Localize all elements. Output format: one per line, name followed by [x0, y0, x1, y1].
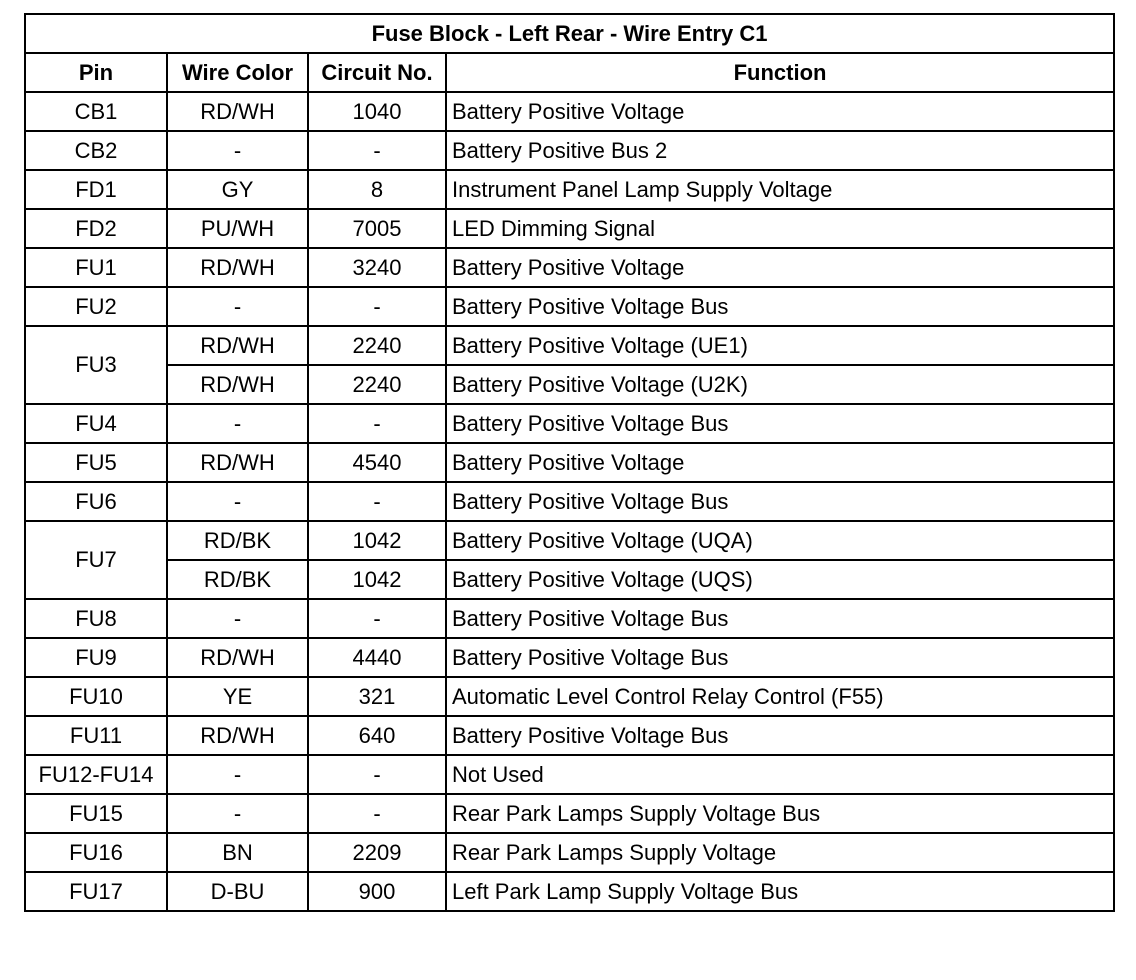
- pin-cell: FD2: [25, 209, 167, 248]
- table-row: [25, 443, 1114, 482]
- wire-color-cell: -: [167, 404, 308, 443]
- circuit-no-cell: 1042: [308, 560, 446, 599]
- wire-color-cell: RD/WH: [167, 638, 308, 677]
- table-row: [25, 794, 1114, 833]
- table-row: [25, 287, 1114, 326]
- table-row: [25, 716, 1114, 755]
- wire-color-cell: -: [167, 599, 308, 638]
- wire-color-cell: -: [167, 794, 308, 833]
- wire-color-cell: -: [167, 287, 308, 326]
- title-row: [25, 14, 1114, 53]
- function-cell: Instrument Panel Lamp Supply Voltage: [446, 170, 1114, 209]
- table-title: Fuse Block - Left Rear - Wire Entry C1: [25, 14, 1114, 53]
- wire-color-cell: GY: [167, 170, 308, 209]
- pin-cell: FU8: [25, 599, 167, 638]
- wire-color-cell: YE: [167, 677, 308, 716]
- wire-color-cell: -: [167, 755, 308, 794]
- table-row: [25, 638, 1114, 677]
- function-cell: Battery Positive Bus 2: [446, 131, 1114, 170]
- wire-color-cell: RD/BK: [167, 560, 308, 599]
- circuit-no-cell: -: [308, 482, 446, 521]
- table-row: [25, 365, 1114, 404]
- table-row: [25, 131, 1114, 170]
- table-row: [25, 560, 1114, 599]
- table-row: [25, 872, 1114, 911]
- circuit-no-cell: 321: [308, 677, 446, 716]
- function-cell: Battery Positive Voltage Bus: [446, 716, 1114, 755]
- pin-cell: FU11: [25, 716, 167, 755]
- table-body: [25, 92, 1114, 911]
- function-cell: Not Used: [446, 755, 1114, 794]
- function-cell: Battery Positive Voltage Bus: [446, 638, 1114, 677]
- function-cell: Battery Positive Voltage Bus: [446, 404, 1114, 443]
- table-row: [25, 209, 1114, 248]
- pin-cell: FU7: [25, 521, 167, 599]
- circuit-no-cell: 4540: [308, 443, 446, 482]
- header-circuit-no: Circuit No.: [308, 53, 446, 92]
- header-pin: Pin: [25, 53, 167, 92]
- function-cell: Battery Positive Voltage: [446, 248, 1114, 287]
- table-row: [25, 833, 1114, 872]
- table-row: [25, 248, 1114, 287]
- wire-color-cell: PU/WH: [167, 209, 308, 248]
- pin-cell: FU6: [25, 482, 167, 521]
- table-row: [25, 755, 1114, 794]
- function-cell: Rear Park Lamps Supply Voltage Bus: [446, 794, 1114, 833]
- wire-color-cell: -: [167, 131, 308, 170]
- table-row: [25, 521, 1114, 560]
- pin-cell: FU10: [25, 677, 167, 716]
- pin-cell: FU17: [25, 872, 167, 911]
- function-cell: Rear Park Lamps Supply Voltage: [446, 833, 1114, 872]
- wire-color-cell: D-BU: [167, 872, 308, 911]
- circuit-no-cell: 8: [308, 170, 446, 209]
- circuit-no-cell: -: [308, 755, 446, 794]
- circuit-no-cell: -: [308, 131, 446, 170]
- circuit-no-cell: 3240: [308, 248, 446, 287]
- pin-cell: FD1: [25, 170, 167, 209]
- function-cell: Left Park Lamp Supply Voltage Bus: [446, 872, 1114, 911]
- pin-cell: FU15: [25, 794, 167, 833]
- pin-cell: FU4: [25, 404, 167, 443]
- function-cell: Battery Positive Voltage: [446, 92, 1114, 131]
- header-function: Function: [446, 53, 1114, 92]
- table-row: [25, 92, 1114, 131]
- table-row: [25, 599, 1114, 638]
- wire-color-cell: RD/WH: [167, 248, 308, 287]
- circuit-no-cell: 2240: [308, 365, 446, 404]
- pin-cell: FU9: [25, 638, 167, 677]
- wire-color-cell: RD/WH: [167, 365, 308, 404]
- function-cell: Battery Positive Voltage Bus: [446, 482, 1114, 521]
- wire-color-cell: -: [167, 482, 308, 521]
- wire-color-cell: RD/WH: [167, 716, 308, 755]
- table-row: [25, 326, 1114, 365]
- pin-cell: FU5: [25, 443, 167, 482]
- table-row: [25, 677, 1114, 716]
- circuit-no-cell: 4440: [308, 638, 446, 677]
- pin-cell: CB2: [25, 131, 167, 170]
- circuit-no-cell: -: [308, 287, 446, 326]
- fuse-block-table: [24, 13, 1115, 912]
- circuit-no-cell: 900: [308, 872, 446, 911]
- circuit-no-cell: 1040: [308, 92, 446, 131]
- wire-color-cell: RD/WH: [167, 443, 308, 482]
- wire-color-cell: RD/BK: [167, 521, 308, 560]
- function-cell: Battery Positive Voltage Bus: [446, 599, 1114, 638]
- header-row: [25, 53, 1114, 92]
- pin-cell: FU12-FU14: [25, 755, 167, 794]
- circuit-no-cell: 1042: [308, 521, 446, 560]
- header-wire-color: Wire Color: [167, 53, 308, 92]
- table-row: [25, 482, 1114, 521]
- pin-cell: CB1: [25, 92, 167, 131]
- circuit-no-cell: -: [308, 599, 446, 638]
- function-cell: Battery Positive Voltage (UQA): [446, 521, 1114, 560]
- wire-color-cell: RD/WH: [167, 326, 308, 365]
- function-cell: Battery Positive Voltage: [446, 443, 1114, 482]
- circuit-no-cell: 640: [308, 716, 446, 755]
- function-cell: Automatic Level Control Relay Control (F55): [446, 677, 1114, 716]
- pin-cell: FU2: [25, 287, 167, 326]
- pin-cell: FU16: [25, 833, 167, 872]
- function-cell: Battery Positive Voltage Bus: [446, 287, 1114, 326]
- function-cell: LED Dimming Signal: [446, 209, 1114, 248]
- pin-cell: FU1: [25, 248, 167, 287]
- function-cell: Battery Positive Voltage (UE1): [446, 326, 1114, 365]
- wire-color-cell: BN: [167, 833, 308, 872]
- wire-color-cell: RD/WH: [167, 92, 308, 131]
- circuit-no-cell: -: [308, 404, 446, 443]
- pin-cell: FU3: [25, 326, 167, 404]
- table-row: [25, 404, 1114, 443]
- function-cell: Battery Positive Voltage (U2K): [446, 365, 1114, 404]
- function-cell: Battery Positive Voltage (UQS): [446, 560, 1114, 599]
- circuit-no-cell: 2240: [308, 326, 446, 365]
- circuit-no-cell: 7005: [308, 209, 446, 248]
- circuit-no-cell: -: [308, 794, 446, 833]
- table-row: [25, 170, 1114, 209]
- circuit-no-cell: 2209: [308, 833, 446, 872]
